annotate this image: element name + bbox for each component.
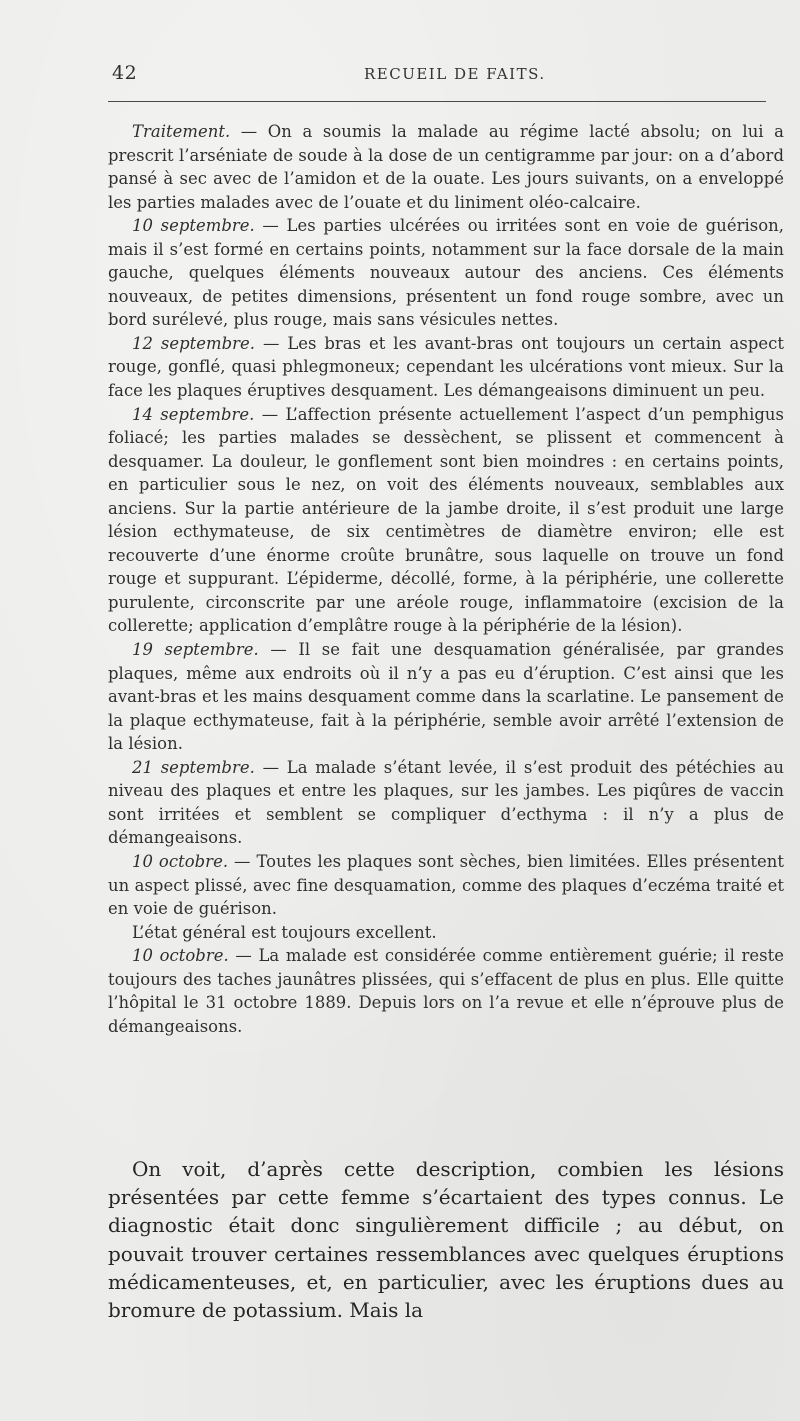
- paragraph-lead: 21 septembre.: [132, 757, 255, 777]
- case-notes: [108, 120, 784, 1038]
- paragraph-lead: 10 septembre.: [132, 216, 255, 236]
- paragraph-10-septembre: [108, 214, 784, 332]
- paragraph-lead: Traitement.: [132, 122, 231, 141]
- paragraph-21-septembre: [108, 756, 784, 850]
- conclusion-paragraph: On voit, d’après cette description, combien les lésions présentées par cette femme s’écartaient des types connus. Le diagnostic était donc singulièrement difficile ; au début, on pouvait trouver certaines ressemblances avec quelques éruptions médicamenteuses, et, en particulier, avec les éruptions dues au bromure de potassium. Mais la: [108, 1157, 784, 1323]
- paragraph-19-septembre: [108, 638, 784, 756]
- paragraph-traitement: [108, 120, 784, 214]
- header-rule: [108, 101, 766, 102]
- paragraph-lead: 12 septembre.: [132, 333, 256, 353]
- paragraph-text: — Les parties ulcérées ou irritées sont en voie de guérison, mais il s’est formé en certains points, notamment sur la face dorsale de la main gauche, quelques éléments nouveaux autour des anciens. Ces éléments nouveaux, de petites dimensions, présentent un fond rouge sombre, avec un bord surélevé, plus rouge, mais sans vésicules nettes.: [108, 216, 784, 330]
- paragraph-text: — Toutes les plaques sont sèches, bien limitées. Elles présentent un aspect plissé, avec fine desquamation, comme des plaques d’eczéma traité et en voie de guérison.: [108, 851, 784, 919]
- paragraph-text: L’état général est toujours excellent.: [132, 922, 437, 942]
- paragraph-text: — On a soumis la malade au régime lacté absolu; on lui a prescrit l’arséniate de soude à la dose de un centigramme par jour: on a d’abord pansé à sec avec de l’amidon et de la ouate. Les jours suivants, on a enveloppé les parties malades avec de l’ouate et du liniment oléo-calcaire.: [108, 122, 784, 212]
- paragraph-text: — La malade s’étant levée, il s’est produit des pétéchies au niveau des plaques et entre les plaques, sur les jambes. Les piqûres de vaccin sont irritées et semblent se compliquer d’ecthyma : il n’y a plus de démangeaisons.: [108, 757, 784, 848]
- paragraph-lead: 19 septembre.: [132, 640, 259, 660]
- paragraph-10-octobre-final: [108, 944, 784, 1038]
- paragraph-lead: 10 octobre.: [132, 946, 229, 966]
- paragraph-12-septembre: [108, 332, 784, 403]
- discussion: [108, 1155, 784, 1324]
- paragraph-text: — Les bras et les avant-bras ont toujours un certain aspect rouge, gonflé, quasi phlegmoneux; cependant les ulcérations vont mieux. Sur la face les plaques éruptives desquament. Les démangeaisons diminuent un peu.: [108, 333, 784, 401]
- page-number: 42: [112, 62, 138, 84]
- paragraph-text: — La malade est considérée comme entièrement guérie; il reste toujours des taches jaunâtres plissées, qui s’effacent de plus en plus. Elle quitte l’hôpital le 31 octobre 1889. Depuis lors on l’a revue et elle n’éprouve plus de démangeaisons.: [108, 946, 785, 1036]
- paragraph-14-septembre: [108, 403, 784, 638]
- page-header: [112, 62, 764, 88]
- paragraph-lead: 10 octobre.: [132, 851, 229, 871]
- paragraph-text: — Il se fait une desquamation généralisée, par grandes plaques, même aux endroits où il n’y a pas eu d’éruption. C’est ainsi que les avant-bras et les mains desquament comme dans la scarlatine. Le pansement de la plaque ecthymateuse, fait à la périphérie, semble avoir arrêté l’extension de la lésion.: [108, 640, 785, 754]
- paragraph-text: — L’affection présente actuellement l’aspect d’un pemphigus foliacé; les parties malades se dessèchent, se plissent et commencent à desquamer. La douleur, le gonflement sont bien moindres : en certains points, en particulier sous le nez, on voit des éléments nouveaux, semblables aux anciens. Sur la partie antérieure de la jambe droite, il s’est produit une large lésion ecthymateuse, de six centimètres de diamètre environ; elle est recouverte d’une énorme croûte brunâtre, sous laquelle on trouve un fond rouge et suppurant. L’épiderme, décollé, forme, à la périphérie, une collerette purulente, circonscrite par une aréole rouge, inflammatoire (excision de la collerette; application d’emplâtre rouge à la périphérie de la lésion).: [108, 404, 784, 636]
- paragraph-10-octobre: [108, 850, 784, 921]
- paragraph-etat-general: [108, 921, 784, 945]
- running-title: RECUEIL DE FAITS.: [364, 65, 546, 83]
- paragraph-lead: 14 septembre.: [132, 404, 255, 424]
